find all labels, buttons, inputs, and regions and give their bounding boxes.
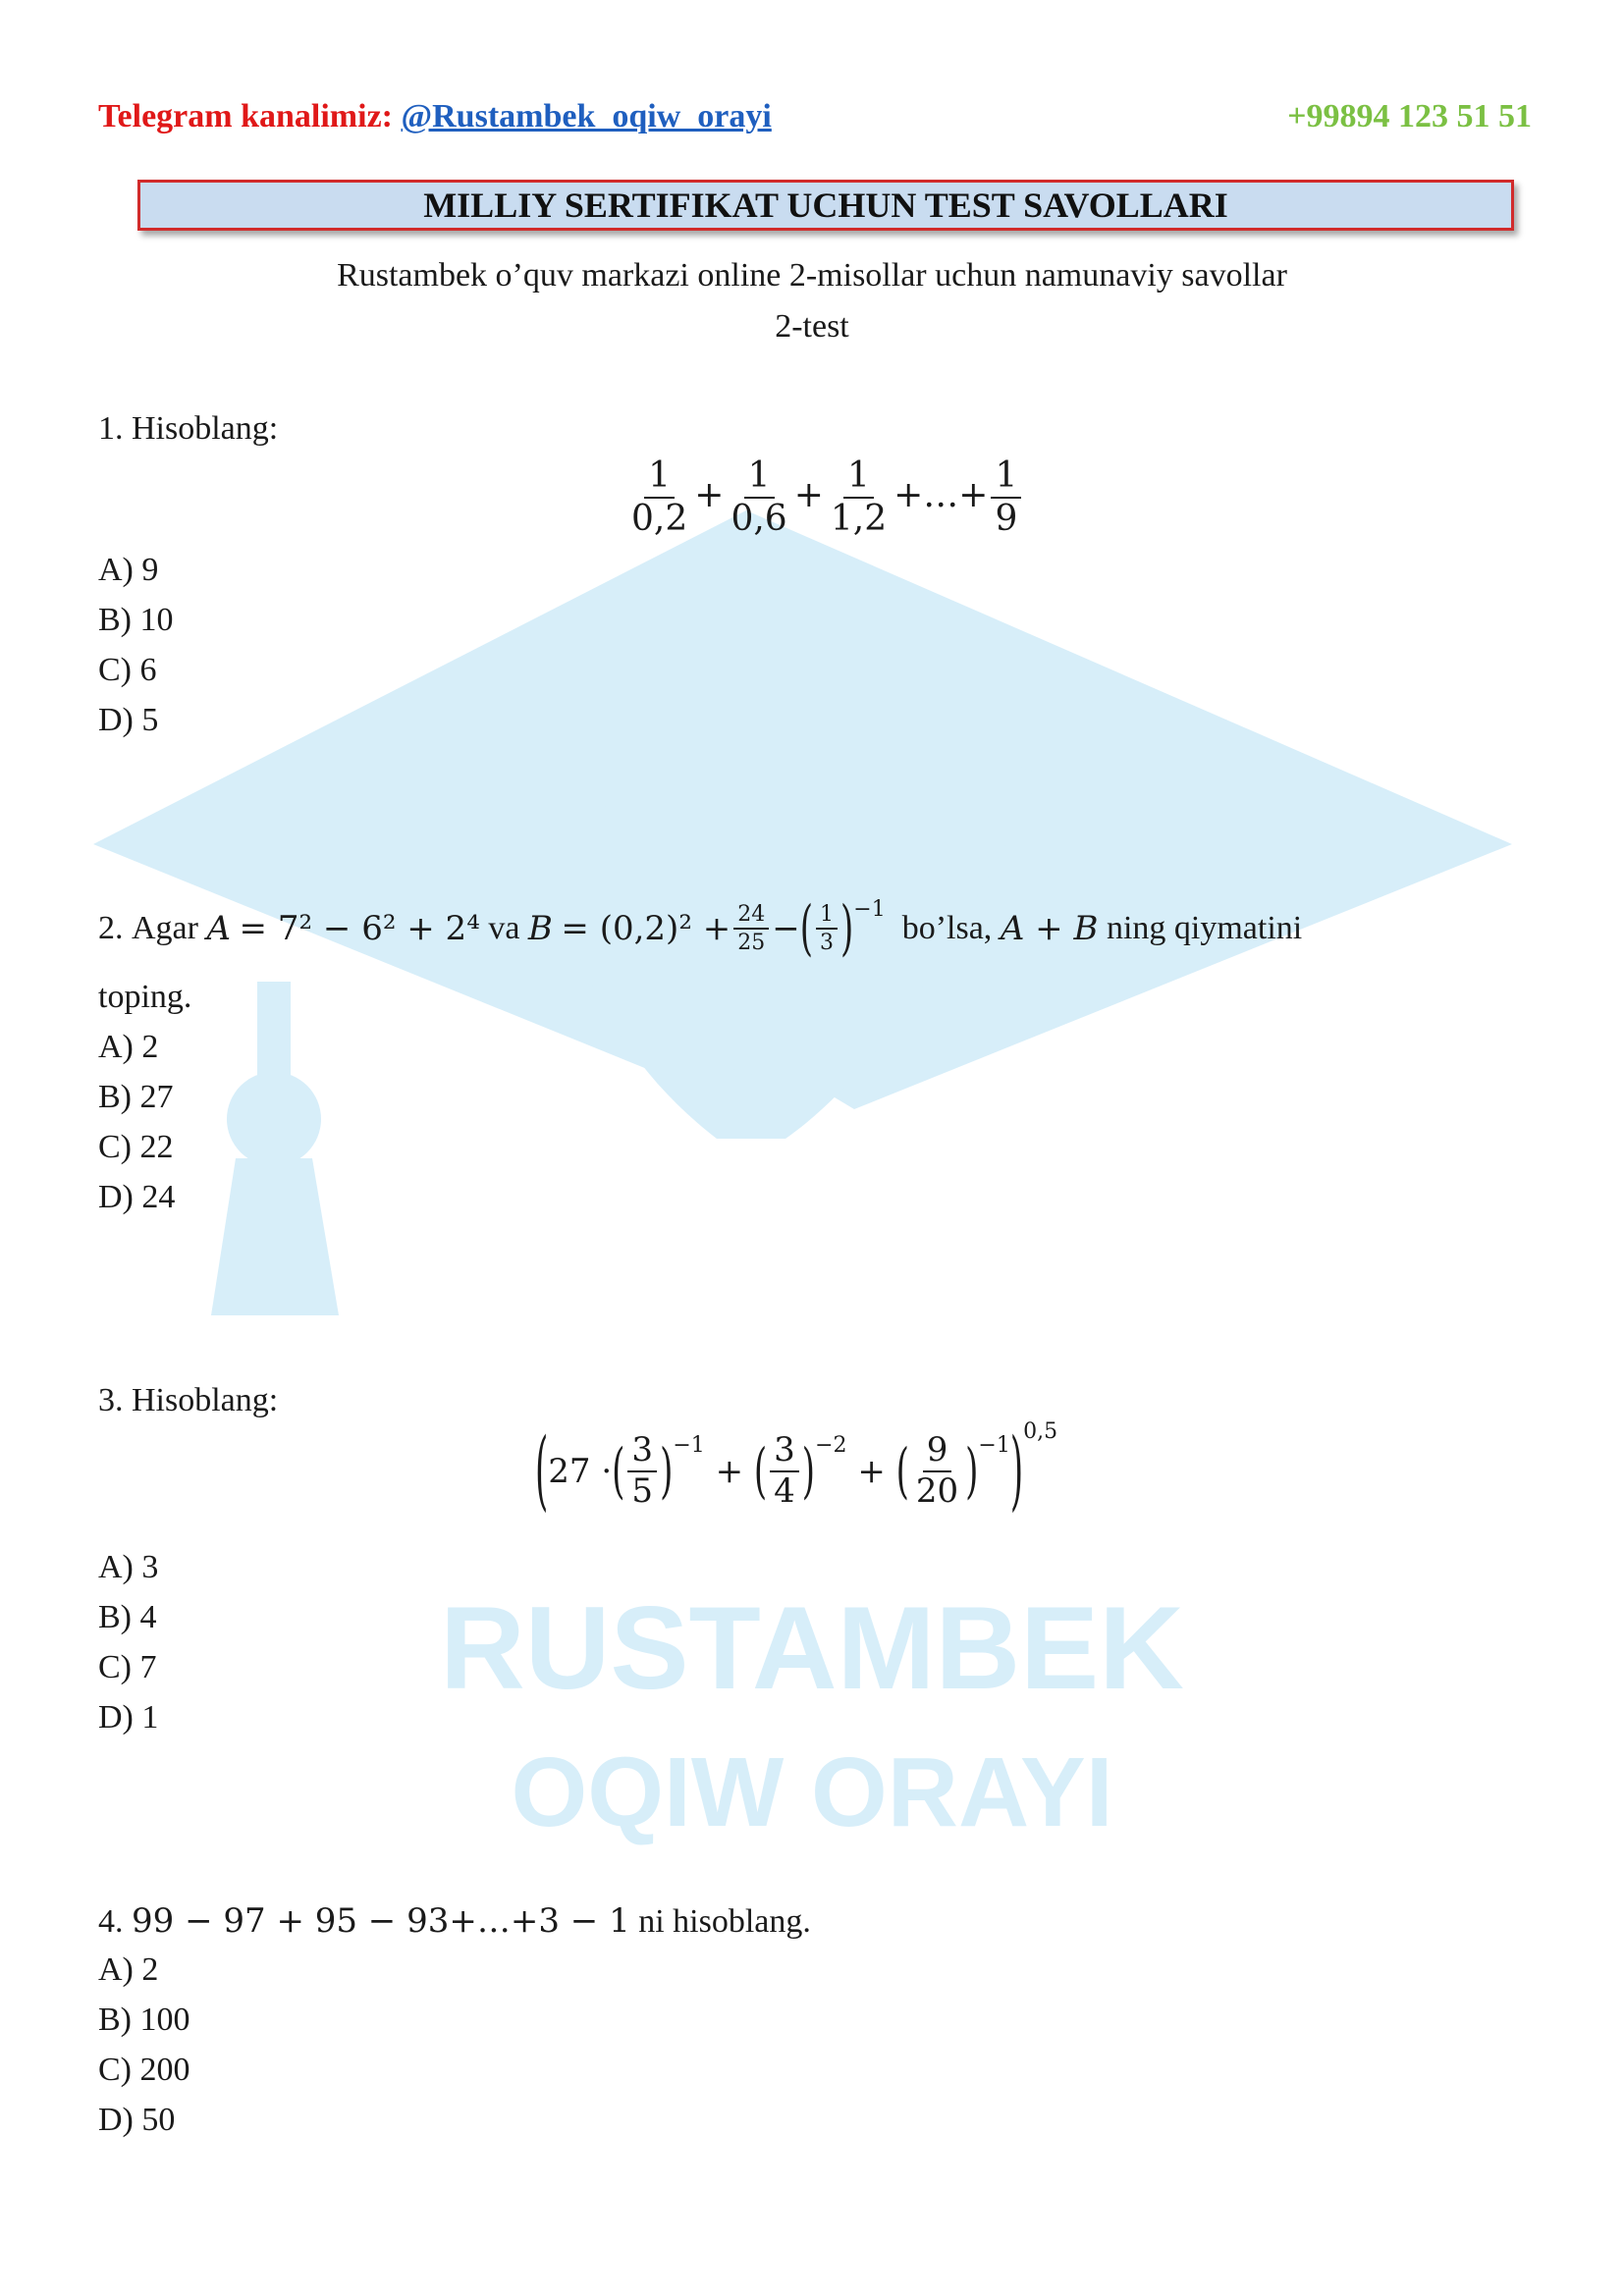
question-number: 3. xyxy=(98,1382,124,1418)
question-text: Hisoblang: xyxy=(132,410,279,447)
question-text: ni hisoblang. xyxy=(638,1903,811,1940)
fraction: $\frac{1}{9}$ xyxy=(991,457,1021,538)
question-3-expression: ( 27 · ( $\frac{3}{5}$ ) −1 + ( $\frac{3}{4}$ ) −2 + ( $\frac{9}{20}$ ) −1 ) 0,5 xyxy=(535,1419,1058,1522)
question-number: 1. xyxy=(98,410,124,447)
question-1 xyxy=(98,410,278,448)
option-b[interactable]: B) 27 xyxy=(98,1079,174,1115)
option-b[interactable]: B) 4 xyxy=(98,1599,157,1635)
page-title: MILLIY SERTIFIKAT UCHUN TEST SAVOLLARI xyxy=(423,186,1228,225)
question-2-line2: toping. xyxy=(98,979,192,1015)
telegram-channel-link[interactable]: @Rustambek_oqiw_orayi xyxy=(401,98,772,134)
question-3 xyxy=(98,1382,278,1419)
subtitle-line2: 2-test xyxy=(775,308,849,345)
question-1-expression: $\frac{1}{0,2}$ + $\frac{1}{0,6}$ + $\frac{1}{1,2}$ +…+ $\frac{1}{9}$ xyxy=(624,457,1024,538)
option-c[interactable]: C) 6 xyxy=(98,652,157,688)
option-d[interactable]: D) 50 xyxy=(98,2102,176,2138)
fraction: $\frac{3}{5}$ xyxy=(627,1433,657,1509)
option-d[interactable]: D) 1 xyxy=(98,1699,159,1735)
option-d[interactable]: D) 24 xyxy=(98,1179,176,1215)
question-text: Hisoblang: xyxy=(132,1382,279,1418)
option-b[interactable]: B) 10 xyxy=(98,602,174,638)
option-c[interactable]: C) 200 xyxy=(98,2052,190,2088)
option-a[interactable]: A) 9 xyxy=(98,552,159,588)
telegram-label: Telegram kanalimiz: xyxy=(98,98,402,134)
question-4 xyxy=(98,1901,811,1941)
question-number: 4. xyxy=(98,1903,124,1940)
fraction: $\frac{9}{20}$ xyxy=(915,1430,959,1511)
option-c[interactable]: C) 7 xyxy=(98,1649,157,1685)
phone-number: +99894 123 51 51 xyxy=(1287,98,1532,134)
option-b[interactable]: B) 100 xyxy=(98,2002,190,2038)
watermark-line2: OQIW ORAYI xyxy=(511,1737,1113,1847)
watermark-line1: RUSTAMBEK xyxy=(440,1582,1184,1714)
telegram-header xyxy=(98,98,772,135)
title-banner xyxy=(137,180,1514,231)
fraction: $\frac{1}{0,6}$ xyxy=(731,455,787,539)
fraction: $\frac{3}{4}$ xyxy=(770,1433,799,1509)
fraction: $\frac{1}{1,2}$ xyxy=(830,455,888,539)
option-a[interactable]: A) 2 xyxy=(98,1951,159,1988)
option-c[interactable]: C) 22 xyxy=(98,1129,174,1165)
fraction: $\frac{1}{0,2}$ xyxy=(631,455,688,539)
option-a[interactable]: A) 2 xyxy=(98,1029,159,1065)
fraction: $\frac{1}{3}$ xyxy=(816,903,838,954)
fraction: $\frac{24}{25}$ xyxy=(733,903,769,954)
question-number: 2. xyxy=(98,910,124,947)
question-expression: 99 − 97 + 95 − 93+…+3 − 1 xyxy=(132,1901,630,1941)
option-a[interactable]: A) 3 xyxy=(98,1549,159,1585)
question-2: 2. Agar A = 7² − 6² + 2⁴ va B = (0,2)² + $\frac{24}{25}$ − ( $\frac{1}{3}$ ) −1 bo’lsa, A + B ning qiymatini xyxy=(98,893,1303,965)
option-d[interactable]: D) 5 xyxy=(98,702,159,738)
subtitle-line1: Rustambek o’quv markazi online 2-misollar uchun namunaviy savollar xyxy=(337,257,1287,294)
